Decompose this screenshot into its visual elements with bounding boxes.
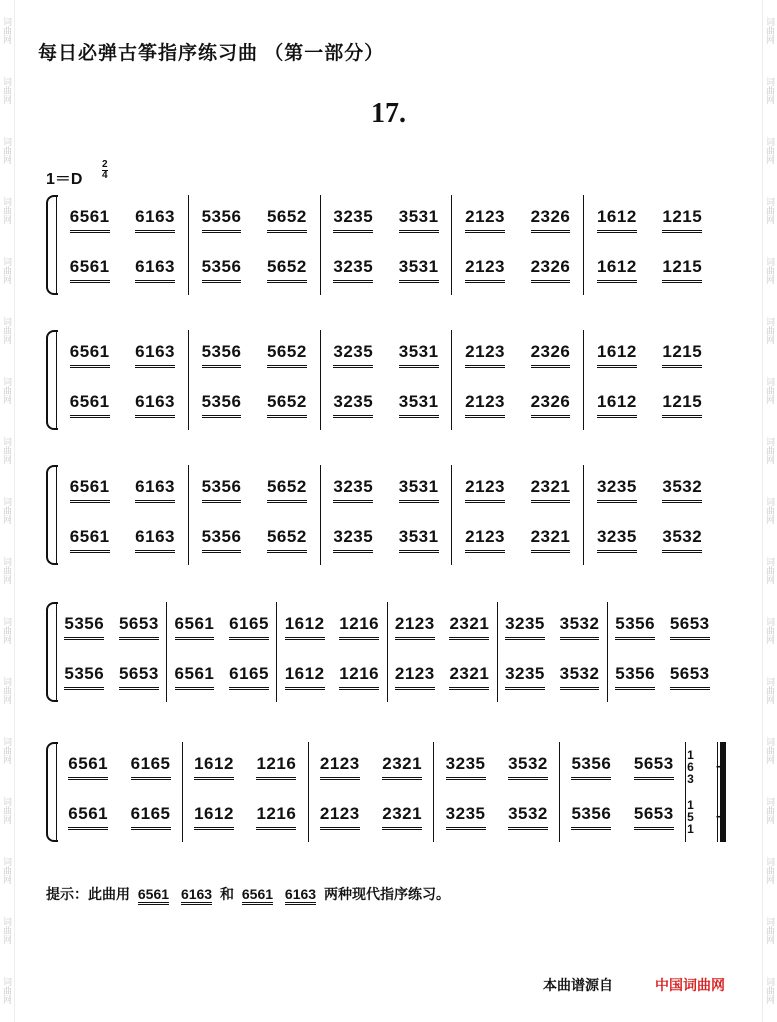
measure xyxy=(434,742,560,842)
upper-staff-row xyxy=(584,478,715,503)
upper-staff-row xyxy=(189,343,320,368)
beat-group: 1216 xyxy=(339,615,379,640)
measure xyxy=(277,602,387,702)
watermark-text: 词曲网 xyxy=(765,316,775,344)
piece-number: 17. xyxy=(371,98,406,129)
beat-group: 3235 xyxy=(333,528,373,553)
lower-staff-row xyxy=(584,393,715,418)
beat-group: 1612 xyxy=(597,208,637,233)
beat-group: 2321 xyxy=(449,615,489,640)
watermark-text: 词曲网 xyxy=(765,76,775,104)
beat-group: 2123 xyxy=(465,478,505,503)
lower-staff-row xyxy=(167,665,276,690)
beat-group: 2321 xyxy=(382,755,422,780)
beat-group: 3531 xyxy=(399,343,439,368)
hint-example-3: 6561 xyxy=(242,886,273,905)
measure xyxy=(167,602,277,702)
beat-group: 2321 xyxy=(531,478,571,503)
hold-dash: – xyxy=(715,808,725,825)
beat-group: 2123 xyxy=(320,755,360,780)
hint-suffix: 两种现代指序练习。 xyxy=(323,886,450,902)
lower-staff-row xyxy=(57,393,188,418)
upper-staff-row xyxy=(584,343,715,368)
watermark-text: 词曲网 xyxy=(765,856,775,884)
beat-group: 5652 xyxy=(267,343,307,368)
beat-group: 5356 xyxy=(202,343,242,368)
beat-group: 3235 xyxy=(333,343,373,368)
measure xyxy=(388,602,498,702)
lower-staff-row xyxy=(452,393,583,418)
measure xyxy=(56,465,189,565)
beat-group: 1215 xyxy=(662,393,702,418)
measure xyxy=(56,330,189,430)
measure xyxy=(189,465,321,565)
beat-group: 1612 xyxy=(285,615,325,640)
measure xyxy=(608,602,717,702)
measure xyxy=(584,465,715,565)
beat-group: 5653 xyxy=(634,805,674,830)
beat-group: 3531 xyxy=(399,258,439,283)
upper-staff-row xyxy=(608,615,717,640)
watermark-text: 词曲网 xyxy=(2,196,12,224)
chord-note: 1 xyxy=(687,798,694,812)
upper-staff-row xyxy=(321,478,452,503)
measure xyxy=(584,330,715,430)
beat-group: 1612 xyxy=(597,343,637,368)
beat-group: 6163 xyxy=(135,478,175,503)
upper-staff-row xyxy=(189,208,320,233)
beat-group: 6163 xyxy=(135,343,175,368)
beat-group: 5356 xyxy=(571,805,611,830)
beat-group: 6561 xyxy=(70,343,110,368)
beat-group: 5653 xyxy=(634,755,674,780)
watermark-text: 词曲网 xyxy=(765,16,775,44)
upper-staff-row xyxy=(388,615,497,640)
lower-staff-row xyxy=(57,805,182,830)
beat-group: 3531 xyxy=(399,478,439,503)
upper-staff-row xyxy=(452,208,583,233)
beat-group: 1612 xyxy=(285,665,325,690)
beat-group: 5356 xyxy=(615,665,655,690)
watermark-text: 词曲网 xyxy=(765,676,775,704)
upper-staff-row xyxy=(57,208,188,233)
beat-group: 1215 xyxy=(662,343,702,368)
beat-group: 2123 xyxy=(320,805,360,830)
lower-staff-row xyxy=(57,258,188,283)
lower-staff-row xyxy=(434,805,559,830)
lower-staff-row xyxy=(321,393,452,418)
beat-group: 6561 xyxy=(70,393,110,418)
upper-staff-row xyxy=(183,755,308,780)
beat-group: 1215 xyxy=(662,208,702,233)
time-bottom: 4 xyxy=(102,170,108,181)
beat-group: 3235 xyxy=(505,615,545,640)
beat-group: 2123 xyxy=(465,258,505,283)
beat-group: 3235 xyxy=(333,393,373,418)
time-signature xyxy=(102,160,108,181)
upper-staff-row xyxy=(452,343,583,368)
watermark-text: 词曲网 xyxy=(2,316,12,344)
chord-note: 6 xyxy=(687,760,694,774)
watermark-text: 词曲网 xyxy=(765,496,775,524)
watermark-text: 词曲网 xyxy=(2,556,12,584)
watermark-text: 词曲网 xyxy=(765,436,775,464)
upper-staff-row xyxy=(167,615,276,640)
beat-group: 3235 xyxy=(505,665,545,690)
beat-group: 3532 xyxy=(560,615,600,640)
beat-group: 5653 xyxy=(670,615,710,640)
measure xyxy=(189,330,321,430)
beat-group: 5652 xyxy=(267,393,307,418)
beat-group: 6561 xyxy=(70,528,110,553)
beat-group: 3531 xyxy=(399,528,439,553)
beat-group: 3235 xyxy=(446,755,486,780)
beat-group: 5652 xyxy=(267,208,307,233)
beat-group: 5652 xyxy=(267,478,307,503)
watermark-text: 词曲网 xyxy=(2,796,12,824)
beat-group: 3235 xyxy=(597,528,637,553)
beat-group: 2123 xyxy=(465,393,505,418)
beat-group: 5652 xyxy=(267,528,307,553)
beat-group: 3235 xyxy=(333,208,373,233)
beat-group: 2321 xyxy=(449,665,489,690)
lower-staff-row xyxy=(498,665,607,690)
beat-group: 3235 xyxy=(446,805,486,830)
lower-staff-row xyxy=(189,393,320,418)
beat-group: 1612 xyxy=(597,258,637,283)
beat-group: 2123 xyxy=(395,615,435,640)
upper-staff-row xyxy=(321,208,452,233)
hint-example-1: 6561 xyxy=(138,886,169,905)
upper-staff-row xyxy=(309,755,434,780)
beat-group: 2326 xyxy=(531,393,571,418)
beat-group: 5356 xyxy=(64,665,104,690)
beat-group: 1215 xyxy=(662,258,702,283)
beat-group: 3235 xyxy=(333,258,373,283)
key-signature: 1＝D xyxy=(46,171,83,188)
beat-group: 6561 xyxy=(68,755,108,780)
chord-note: 1 xyxy=(687,748,694,762)
watermark-text: 词曲网 xyxy=(2,436,12,464)
beat-group: 1216 xyxy=(339,665,379,690)
measure xyxy=(321,195,453,295)
beat-group: 2326 xyxy=(531,343,571,368)
beat-group: 2123 xyxy=(465,208,505,233)
upper-staff-row xyxy=(277,615,386,640)
beat-group: 2321 xyxy=(531,528,571,553)
watermark-text: 词曲网 xyxy=(765,796,775,824)
lower-staff-row xyxy=(189,528,320,553)
lower-staff-row xyxy=(277,665,386,690)
watermark-text: 词曲网 xyxy=(2,256,12,284)
watermark-text: 词曲网 xyxy=(765,916,775,944)
measure xyxy=(56,602,167,702)
beat-group: 3532 xyxy=(662,528,702,553)
lower-staff-row xyxy=(452,528,583,553)
beat-group: 6165 xyxy=(131,755,171,780)
chord-note: 5 xyxy=(687,810,694,824)
lower-staff-row xyxy=(560,805,685,830)
beat-group: 3235 xyxy=(597,478,637,503)
measure xyxy=(321,330,453,430)
beat-group: 2326 xyxy=(531,208,571,233)
score-system xyxy=(46,742,726,842)
upper-staff-row xyxy=(57,615,166,640)
beat-group: 6561 xyxy=(175,665,215,690)
lower-staff-row xyxy=(309,805,434,830)
page-title: 每日必弹古筝指序练习曲 （第一部分） xyxy=(38,43,385,64)
watermark-text: 词曲网 xyxy=(765,136,775,164)
beat-group: 1216 xyxy=(256,805,296,830)
measure xyxy=(498,602,608,702)
beat-group: 2123 xyxy=(465,343,505,368)
upper-staff-row xyxy=(434,755,559,780)
upper-staff-row xyxy=(498,615,607,640)
lower-staff-row xyxy=(452,258,583,283)
beat-group: 5653 xyxy=(119,615,159,640)
measure xyxy=(560,742,686,842)
score-system xyxy=(46,602,717,702)
beat-group: 3532 xyxy=(508,755,548,780)
final-upper-row xyxy=(676,749,736,785)
beat-group: 5356 xyxy=(571,755,611,780)
measure xyxy=(183,742,309,842)
lower-staff-row xyxy=(183,805,308,830)
beat-group: 5653 xyxy=(119,665,159,690)
watermark-text: 词曲网 xyxy=(2,976,12,1004)
beat-group: 5356 xyxy=(202,478,242,503)
beat-group: 3532 xyxy=(560,665,600,690)
measure xyxy=(452,330,584,430)
beat-group: 5356 xyxy=(615,615,655,640)
watermark-text: 词曲网 xyxy=(2,916,12,944)
lower-staff-row xyxy=(57,528,188,553)
beat-group: 3531 xyxy=(399,393,439,418)
watermark-text: 词曲网 xyxy=(2,496,12,524)
measure xyxy=(309,742,435,842)
source-label: 本曲谱源自 xyxy=(543,977,613,993)
lower-staff-row xyxy=(321,528,452,553)
watermark-text: 词曲网 xyxy=(765,976,775,1004)
measure xyxy=(321,465,453,565)
beat-group: 5356 xyxy=(202,208,242,233)
watermark-text: 词曲网 xyxy=(2,736,12,764)
beat-group: 6163 xyxy=(135,258,175,283)
beat-group: 5653 xyxy=(670,665,710,690)
beat-group: 3532 xyxy=(508,805,548,830)
hold-dash: – xyxy=(715,758,725,775)
lower-staff-row xyxy=(584,258,715,283)
beat-group: 3235 xyxy=(333,478,373,503)
measure xyxy=(189,195,321,295)
beat-group: 5356 xyxy=(202,393,242,418)
watermark-text: 词曲网 xyxy=(2,856,12,884)
beat-group: 5356 xyxy=(202,258,242,283)
hint-text xyxy=(46,884,450,905)
watermark-text: 词曲网 xyxy=(2,676,12,704)
watermark-text: 词曲网 xyxy=(2,76,12,104)
hint-and: 和 xyxy=(219,886,234,902)
beat-group: 6163 xyxy=(135,208,175,233)
beat-group: 2123 xyxy=(395,665,435,690)
upper-staff-row xyxy=(57,755,182,780)
measure xyxy=(56,742,183,842)
beat-group: 5356 xyxy=(202,528,242,553)
beat-group: 6165 xyxy=(229,615,269,640)
watermark-text: 词曲网 xyxy=(765,556,775,584)
lower-staff-row xyxy=(57,665,166,690)
watermark-text: 词曲网 xyxy=(765,196,775,224)
hint-example-4: 6163 xyxy=(285,886,316,905)
lower-staff-row xyxy=(321,258,452,283)
beat-group: 2123 xyxy=(465,528,505,553)
beat-group: 6561 xyxy=(68,805,108,830)
site-name[interactable]: 中国词曲网 xyxy=(655,977,725,993)
final-measure xyxy=(686,742,726,842)
beat-group: 2326 xyxy=(531,258,571,283)
watermark-text: 词曲网 xyxy=(2,16,12,44)
beat-group: 3531 xyxy=(399,208,439,233)
lower-staff-row xyxy=(189,258,320,283)
beat-group: 5356 xyxy=(64,615,104,640)
beat-group: 6165 xyxy=(229,665,269,690)
measure xyxy=(452,195,584,295)
upper-staff-row xyxy=(189,478,320,503)
beat-group: 1612 xyxy=(194,805,234,830)
watermark-text: 词曲网 xyxy=(765,736,775,764)
score-system xyxy=(46,195,715,295)
beat-group: 6163 xyxy=(135,528,175,553)
lower-staff-row xyxy=(608,665,717,690)
beat-group: 2321 xyxy=(382,805,422,830)
watermark-text: 词曲网 xyxy=(765,376,775,404)
beat-group: 6561 xyxy=(70,258,110,283)
watermark-text: 词曲网 xyxy=(2,616,12,644)
lower-staff-row xyxy=(584,528,715,553)
score-system xyxy=(46,330,715,430)
beat-group: 3532 xyxy=(662,478,702,503)
upper-staff-row xyxy=(560,755,685,780)
hint-example-2: 6163 xyxy=(181,886,212,905)
upper-staff-row xyxy=(57,478,188,503)
beat-group: 1612 xyxy=(194,755,234,780)
time-top: 2 xyxy=(102,159,108,170)
beat-group: 5652 xyxy=(267,258,307,283)
beat-group: 6561 xyxy=(175,615,215,640)
upper-staff-row xyxy=(57,343,188,368)
watermark-text: 词曲网 xyxy=(765,616,775,644)
beat-group: 6165 xyxy=(131,805,171,830)
upper-staff-row xyxy=(321,343,452,368)
measure xyxy=(452,465,584,565)
beat-group: 6163 xyxy=(135,393,175,418)
watermark-text: 词曲网 xyxy=(765,256,775,284)
watermark-text: 词曲网 xyxy=(2,376,12,404)
chord-note: 1 xyxy=(687,822,694,836)
lower-staff-row xyxy=(388,665,497,690)
left-watermark-strip xyxy=(0,0,15,1022)
measure xyxy=(584,195,715,295)
hint-prefix: 提示：此曲用 xyxy=(46,886,130,902)
chord-note: 3 xyxy=(687,772,694,786)
final-chord xyxy=(687,799,694,835)
beat-group: 6561 xyxy=(70,478,110,503)
right-watermark-strip xyxy=(762,0,777,1022)
upper-staff-row xyxy=(584,208,715,233)
score-system xyxy=(46,465,715,565)
beat-group: 6561 xyxy=(70,208,110,233)
beat-group: 1216 xyxy=(256,755,296,780)
upper-staff-row xyxy=(452,478,583,503)
final-chord xyxy=(687,749,694,785)
watermark-text: 词曲网 xyxy=(2,136,12,164)
measure xyxy=(56,195,189,295)
beat-group: 1612 xyxy=(597,393,637,418)
final-lower-row xyxy=(676,799,736,835)
